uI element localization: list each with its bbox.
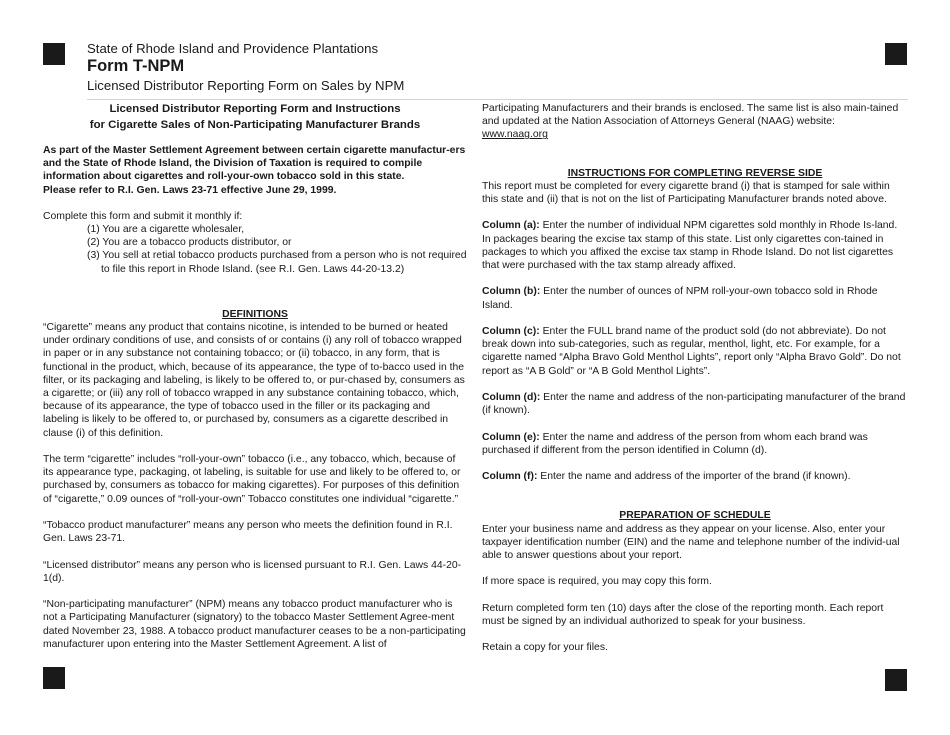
column-f-instruction [482, 470, 908, 483]
definitions-heading: DEFINITIONS [222, 308, 288, 320]
definition-licensed-distributor: “Licensed distributor” means any person who is licensed pursuant to R.I. Gen. Laws 44-20-1(d). [43, 559, 462, 584]
definition-npm: “Non-participating manufacturer” (NPM) means any tobacco product manufacturer who is not a Participating Manufacturer (signatory) to the tobacco Master Settlement Agree-ment dated November 23, 1988. A tobacco product manufacturer ceases to be a non-participating manufacturer upon entering into the Master Settlement Agreement. A list of [43, 599, 466, 650]
definition-roll-your-own: The term “cigarette” includes “roll-your-own” tobacco (i.e., any tobacco, which, because of its appearance type, packaging, ot labeling, is suitable for use and likely to be offered to, or purchased by, consumers as tobacco for making cigarettes). For purposes of this definition of “cigarette,” 0.09 ounces of “roll-your-own” Tobacco constitutes one individual “cigarette.” [43, 454, 461, 505]
instructions-heading: INSTRUCTIONS FOR COMPLETING REVERSE SIDE [567, 167, 823, 179]
column-c-instruction [482, 325, 908, 378]
page-title-line-1: Licensed Distributor Reporting Form and Instructions [109, 103, 401, 115]
return-note: Return completed form ten (10) days after the close of the reporting month. Each report must be signed by an individual authorized to speak for your business. [482, 602, 884, 627]
intro-paragraph: As part of the Master Settlement Agreement between certain cigarette manufactur-ers and the State of Rhode Island, the Division of Taxation is required to compile information about cigarettes and roll-your-own tobacco sold in this state. [43, 145, 466, 183]
column-d-instruction [482, 391, 908, 417]
column-c-text: Enter the FULL brand name of the product sold (do not abbreviate). Do not break down into sub-categories, such as regular, menthol, light, etc. For example, for a cigarette named “Alpha Bravo Gold Menthol Lights”, report only “Alpha Bravo Gold”. Do not report as “A B Gold” or “A B Gold Menthol Lights”. [482, 326, 901, 377]
page-title [43, 102, 467, 133]
column-d-text: Enter the name and address of the non-participating manufacturer of the brand (if known). [482, 392, 906, 417]
participating-list-note: Participating Manufacturers and their brands is enclosed. The same list is also main-tained and updated at the Nation Association of Attorneys General (NAAG) website: [482, 103, 899, 128]
registration-mark-bottom-left [43, 667, 65, 689]
form-number: Form T-NPM [87, 57, 185, 75]
instructions-intro: This report must be completed for every cigarette brand (i) that is stamped for sale within this state and (ii) that is not on the list of Participating Manufacturer brands noted above. [482, 180, 890, 206]
left-column [43, 102, 467, 651]
definition-tobacco-manufacturer: “Tobacco product manufacturer” means any person who meets the definition found in R.I. Gen. Laws 23-71. [43, 520, 453, 545]
registration-mark-top-right [885, 43, 907, 65]
filing-requirement: Complete this form and submit it monthly if: [43, 210, 243, 222]
column-e-label: Column (e): [482, 431, 540, 443]
column-e-instruction [482, 431, 908, 457]
form-subtitle: Licensed Distributor Reporting Form on Sales by NPM [87, 78, 405, 93]
column-b-instruction [482, 285, 908, 311]
column-a-text: Enter the number of individual NPM cigarettes sold monthly in Rhode Is-land. In packages bearing the excise tax stamp of this state. List only cigarettes con-tained in packages to which you affixed the excise tax stamp in Rhode Island. Do not list cigarettes that were purchased with the tax stamp already affixed. [482, 220, 898, 272]
registration-mark-bottom-right [885, 669, 907, 691]
page-title-line-2: for Cigarette Sales of Non-Participating Manufacturer Brands [89, 118, 421, 131]
intro-reference: Please refer to R.I. Gen. Laws 23-71 effective June 29, 1999. [43, 184, 337, 196]
definition-cigarette: “Cigarette” means any product that contains nicotine, is intended to be burned or heated under ordinary conditions of use, and consists of or contains (i) any roll of tobacco wrapped in paper or in any substance not containing tobacco; or (ii) tobacco, in any form, that is functional in the product, which, because of its appearance, the type of to-bacco used in the filter, or its packaging and labeling, is likely to be offered to, or pur-chased by, consumers as a cigarette; or (iii) any roll of tobacco wrapped in any substance containing tobacco, which, because of its appearance, the type of tobacco used in the filler or its packaging and labeling is likely to be offered to, or purchased by, consumers as a cigarette described in clause (i) of this definition. [43, 322, 465, 439]
column-a-instruction [482, 219, 908, 272]
condition-1: (1) You are a cigarette wholesaler, [87, 224, 245, 236]
condition-2: (2) You are a tobacco products distributor, or [87, 237, 292, 249]
column-b-text: Enter the number of ounces of NPM roll-your-own tobacco sold in Rhode Island. [482, 286, 878, 311]
naag-website-link[interactable]: www.naag.org [482, 129, 548, 141]
registration-mark-top-left [43, 43, 65, 65]
preparation-text: Enter your business name and address as they appear on your license. Also, enter your taxpayer identification number (EIN) and the name and telephone number of the individ-ual able to answer questions about your report. [482, 523, 900, 561]
state-name: State of Rhode Island and Providence Plantations [87, 41, 379, 56]
column-a-label: Column (a): [482, 220, 540, 232]
column-d-label: Column (d): [482, 392, 541, 403]
form-header [87, 41, 404, 95]
column-f-text: Enter the name and address of the importer of the brand (if known). [537, 471, 851, 483]
right-column [482, 102, 908, 655]
column-b-label: Column (b): [482, 286, 541, 298]
column-e-text: Enter the name and address of the person from whom each brand was purchased if different from the person identified in Column (d). [482, 431, 868, 456]
preparation-heading: PREPARATION OF SCHEDULE [619, 510, 771, 522]
header-divider [87, 99, 908, 100]
column-c-label: Column (c): [482, 326, 540, 337]
retain-note: Retain a copy for your files. [482, 642, 608, 654]
column-f-label: Column (f): [482, 471, 538, 483]
copy-note: If more space is required, you may copy this form. [482, 576, 712, 588]
condition-3: (3) You sell at retial tobacco products purchased from a person who is not required to file this report in Rhode Island. (see R.I. Gen. Laws 44-20-13.2) [87, 250, 467, 275]
